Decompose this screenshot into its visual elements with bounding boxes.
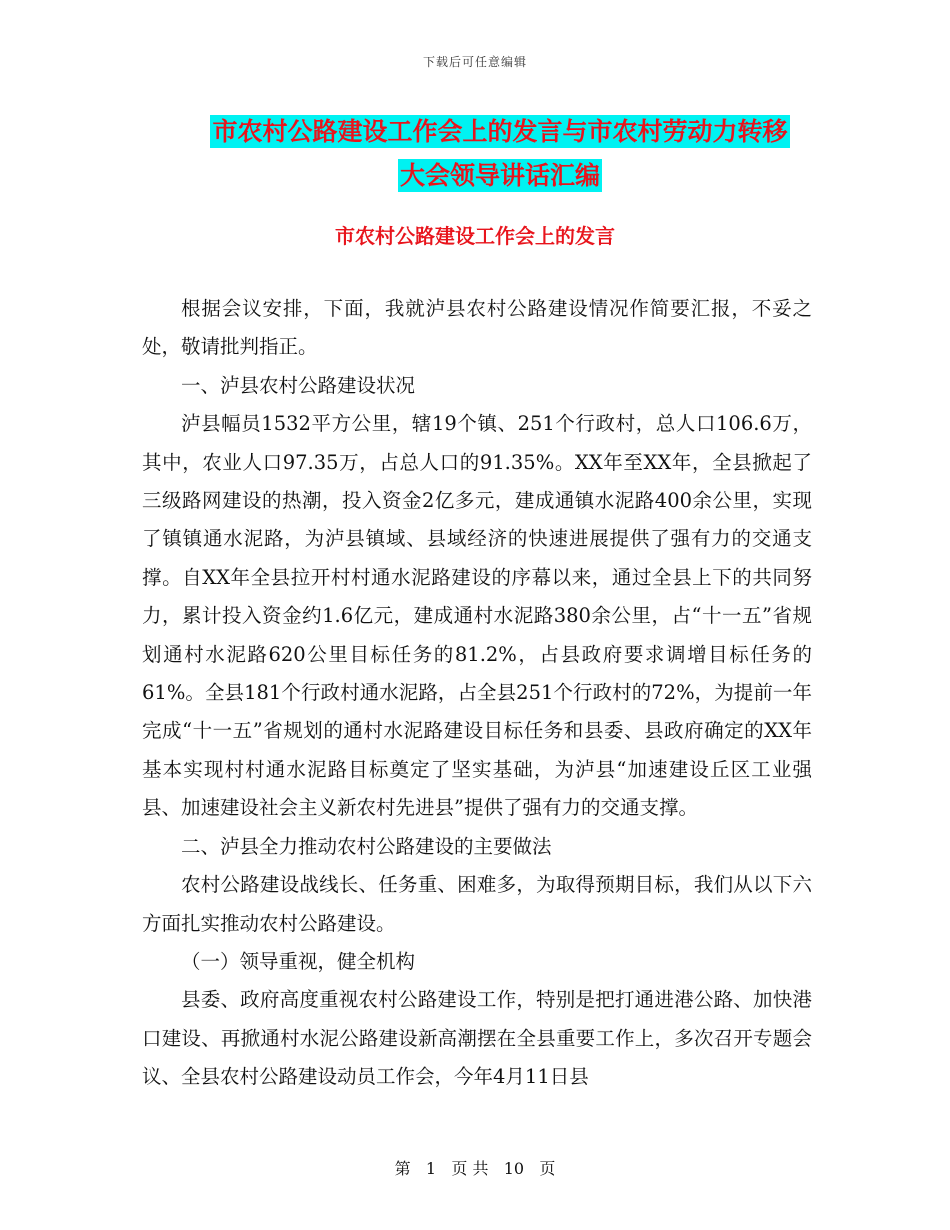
page-number: 1 <box>425 1159 437 1178</box>
paragraph: 县委、政府高度重视农村公路建设工作，特别是把打通进港公路、加快港口建设、再掀通村水泥公路建设新高潮摆在全县重要工作上，多次召开专题会议、全县农村公路建设动员工作会，今年4月11日县 <box>142 988 812 1089</box>
title-line-2: 大会领导讲话汇编 <box>399 161 600 190</box>
paragraph: 泸县幅员1532平方公里，辖19个镇、251个行政村，总人口106.6万，其中，农业人口97.35万，占总人口的91.35%。XX年至XX年，全县掀起了三级路网建设的热潮，投入资金2亿多元，建成通镇水泥路400余公里，实现了镇镇通水泥路，为泸县镇域、县域经济的快速进展提供了强有力的交通支撑。自XX年全县拉开村村通水泥路建设的序幕以来，通过全县上下的共同努力，累计投入资金约1.6亿元，建成通村水泥路380余公里，占“十一五”省规划通村水泥路620公里目标任务的81.2%，占县政府要求调增目标任务的61%。全县181个行政村通水泥路，占全县251个行政村的72%，为提前一年完成“十一五”省规划的通村水泥路建设目标任务和县委、县政府确定的XX年基本实现村村通水泥路目标奠定了坚实基础，为泸县“加速建设丘区工业强县、加速建设社会主义新农村先进县”提供了强有力的交通支撑。 <box>142 412 812 820</box>
paragraph: 根据会议安排，下面，我就泸县农村公路建设情况作简要汇报，不妥之处，敬请批判指正。 <box>142 297 812 359</box>
footer-prefix: 第 <box>394 1159 411 1178</box>
footer-middle: 页 共 <box>451 1159 489 1178</box>
section-heading: 一、泸县农村公路建设状况 <box>181 373 416 397</box>
paragraph: 农村公路建设战线长、任务重、困难多，为取得预期目标，我们从以下六方面扎实推动农村公路建设。 <box>142 873 812 935</box>
section-title: 市农村公路建设工作会上的发言 <box>335 224 615 248</box>
section-heading: 二、泸县全力推动农村公路建设的主要做法 <box>181 834 552 858</box>
sub-heading: （一）领导重视，健全机构 <box>181 949 416 973</box>
total-pages: 10 <box>503 1159 525 1178</box>
title-line-1: 市农村公路建设工作会上的发言与市农村劳动力转移 <box>212 117 788 146</box>
document-title <box>140 110 860 198</box>
header-note: 下载后可任意编辑 <box>422 55 527 69</box>
page-footer <box>0 1156 950 1179</box>
footer-suffix: 页 <box>539 1159 556 1178</box>
document-body <box>142 290 812 1097</box>
